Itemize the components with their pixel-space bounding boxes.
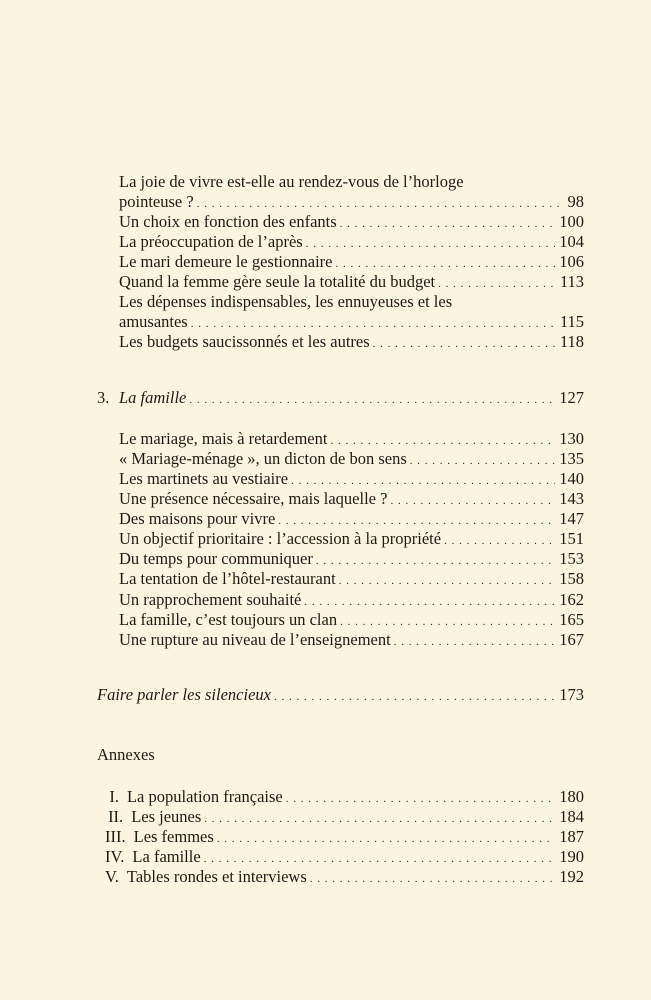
page-number: 192 (559, 867, 584, 886)
toc-entry-label: Le mari demeure le gestionnaire (119, 252, 333, 271)
dot-leader (204, 847, 556, 869)
toc-entry[interactable] (119, 252, 584, 274)
toc-entry-label: Un objectif prioritaire : l’accession à la propriété (119, 529, 442, 548)
toc-entry[interactable] (119, 429, 584, 451)
toc-entry-label: pointeuse ? (119, 192, 194, 211)
toc-entry[interactable] (119, 569, 584, 591)
toc-entry[interactable] (119, 332, 584, 354)
page-number: 180 (559, 787, 584, 806)
page-number: 130 (559, 429, 584, 448)
toc-entry[interactable] (119, 449, 584, 471)
page-number: 140 (559, 469, 584, 488)
dot-leader (340, 212, 556, 234)
dot-leader (217, 827, 555, 849)
annex-number: III. (105, 827, 126, 846)
toc-entry-label-line1: Les dépenses indispensables, les ennuyeuses et les (119, 292, 453, 311)
dot-leader (316, 549, 555, 571)
dot-leader (410, 449, 555, 471)
dot-leader (274, 685, 555, 707)
toc-entry[interactable] (119, 549, 584, 571)
page-number: 100 (559, 212, 584, 231)
toc-entry[interactable] (119, 529, 584, 551)
dot-leader (340, 610, 555, 632)
toc-entry[interactable] (119, 630, 584, 652)
toc-entry[interactable] (119, 489, 584, 511)
toc-entry-label: Des maisons pour vivre (119, 509, 276, 528)
toc-entry-label-line1: La joie de vivre est-elle au rendez-vous de l’horloge (119, 172, 464, 191)
dot-leader (339, 569, 556, 591)
dot-leader (438, 272, 556, 294)
dot-leader (278, 509, 555, 531)
dot-leader (286, 787, 556, 809)
toc-entry-label: Un choix en fonction des enfants (119, 212, 337, 231)
page-number: 143 (559, 489, 584, 508)
toc-entry-label: amusantes (119, 312, 188, 331)
page-number: 165 (559, 610, 584, 629)
annex-entry[interactable] (105, 867, 584, 889)
toc-entry-label: Une présence nécessaire, mais laquelle ? (119, 489, 388, 508)
toc-entry-label: Quand la femme gère seule la totalité du budget (119, 272, 436, 291)
page-number: 104 (559, 232, 584, 251)
conclusion-title: Faire parler les silencieux (97, 685, 271, 704)
toc-entry[interactable] (119, 192, 584, 214)
annex-number: IV. (105, 847, 125, 866)
conclusion-entry[interactable] (97, 685, 584, 707)
toc-entry-label: Du temps pour communiquer (119, 549, 313, 568)
page-number: 173 (559, 685, 584, 704)
dot-leader (444, 529, 555, 551)
toc-entry-label: Un rapprochement souhaité (119, 590, 302, 609)
toc-entry-label: La famille, c’est toujours un clan (119, 610, 338, 629)
page-number: 98 (567, 192, 584, 211)
toc-entry[interactable] (119, 509, 584, 531)
annex-number: V. (105, 867, 119, 886)
toc-entry[interactable] (119, 312, 584, 334)
toc-entry[interactable] (119, 590, 584, 612)
dot-leader (304, 590, 555, 612)
toc-entry-label: Le mariage, mais à retardement (119, 429, 328, 448)
toc-entry-label: Les martinets au vestiaire (119, 469, 289, 488)
dot-leader (336, 252, 556, 274)
annex-label: Les femmes (133, 827, 214, 846)
annex-number: I. (109, 787, 119, 806)
dot-leader (189, 388, 555, 410)
dot-leader (204, 807, 555, 829)
toc-entry[interactable] (119, 272, 584, 294)
dot-leader (291, 469, 555, 491)
page-number: 162 (559, 590, 584, 609)
toc-entry-label: Une rupture au niveau de l’enseignement (119, 630, 391, 649)
page-number: 190 (559, 847, 584, 866)
page-number: 153 (559, 549, 584, 568)
page-number: 184 (559, 807, 584, 826)
page-number: 187 (559, 827, 584, 846)
dot-leader (373, 332, 556, 354)
chapter-title: La famille (119, 388, 187, 407)
chapter-heading[interactable] (97, 388, 584, 410)
toc-entry-label: La préoccupation de l’après (119, 232, 303, 251)
page-number: 118 (559, 332, 584, 351)
dot-leader (310, 867, 555, 889)
toc-entry[interactable] (119, 212, 584, 234)
annex-label: La famille (132, 847, 201, 866)
page-number: 127 (559, 388, 584, 407)
annex-entry[interactable] (105, 787, 584, 809)
dot-leader (191, 312, 556, 334)
annex-entry[interactable] (105, 827, 584, 849)
annexes-heading: Annexes (97, 745, 155, 764)
toc-entry-label: La tentation de l’hôtel-restaurant (119, 569, 336, 588)
toc-entry-label: Les budgets saucissonnés et les autres (119, 332, 370, 351)
page-number: 167 (559, 630, 584, 649)
annex-label: Tables rondes et interviews (126, 867, 307, 886)
annex-label: Les jeunes (131, 807, 202, 826)
toc-entry-label: « Mariage-ménage », un dicton de bon sens (119, 449, 407, 468)
page-number: 135 (559, 449, 584, 468)
dot-leader (394, 630, 556, 652)
page-number: 151 (559, 529, 584, 548)
annex-label: La population française (126, 787, 283, 806)
toc-entry[interactable] (119, 232, 584, 254)
annex-number: II. (108, 807, 124, 826)
page-number: 158 (559, 569, 584, 588)
chapter-number: 3. (97, 388, 110, 407)
dot-leader (390, 489, 555, 511)
dot-leader (306, 232, 556, 254)
annex-entry[interactable] (105, 847, 584, 869)
annex-entry[interactable] (105, 807, 584, 829)
page-number: 147 (559, 509, 584, 528)
dot-leader (197, 192, 564, 214)
page-number: 106 (559, 252, 584, 271)
dot-leader (330, 429, 555, 451)
toc-entry[interactable] (119, 469, 584, 491)
page-number: 113 (559, 272, 584, 291)
toc-entry[interactable] (119, 610, 584, 632)
page-number: 115 (559, 312, 584, 331)
